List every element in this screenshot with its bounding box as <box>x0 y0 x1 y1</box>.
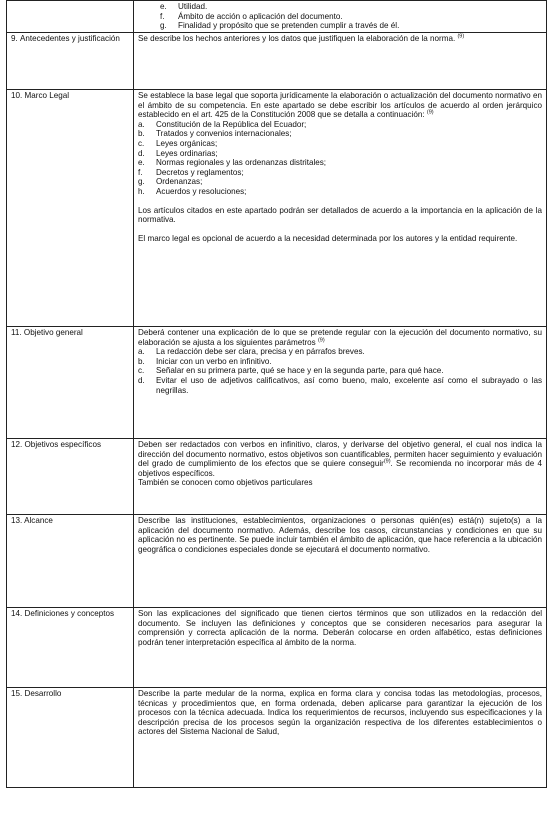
label-definiciones: Definiciones y conceptos <box>24 609 115 618</box>
list-item: a. La redacción debe ser clara, precisa y en párrafos breves. <box>138 347 365 357</box>
list-item: f. Decretos y reglamentos; <box>138 167 244 177</box>
row-label: 14. Definiciones y conceptos <box>7 608 134 688</box>
row-label: 12. Objetivos específicos <box>7 439 134 515</box>
row-content: Deberá contener una explicación de lo que se pretende regular con la ejecución del documento normativo, su elaboración se ajusta a los siguientes parámetros $^{(9)}$ a. La redacción debe ser clara, precisa y en párrafos breves. b. Iniciar con un verbo en infinitivo. c. Señalar en su primera parte, qué se hace y en la segunda parte, para qué hace. d. Evitar el uso de adjetivos calificativos, así como bueno, malo, excelente así como el subrayado o las negrillas. <box>134 327 547 439</box>
row-label-empty <box>7 1 134 33</box>
label-marco-legal: Marco Legal <box>24 91 70 100</box>
row-label: 11. Objetivo general <box>7 327 134 439</box>
list-item: f. Ámbito de acción o aplicación del documento. <box>160 11 343 21</box>
row-content: Describe las instituciones, establecimientos, organizaciones o personas quién(es) está(n) sujeto(s) a la aplicación del documento normativo. Además, describe los casos, circunstancias y condiciones en que su aplicación no es pertinente. Se puede incluir también el ámbito de aplicación, que hace referencia a la ubicación geográfica o condiciones especiales donde se ejecutará el documento normativo. <box>134 515 547 608</box>
row-label: 10. Marco Legal <box>7 90 134 327</box>
row-label: 9. Antecedentes y justificación <box>7 33 134 90</box>
row-label: 15. Desarrollo <box>7 688 134 788</box>
row-content: Deben ser redactados con verbos en infinitivo, claros, y derivarse del objetivo general, el cual nos indica la dirección del documento normativo, estos objetivos son cuantificables, permiten hacer seguimiento y evaluación del grado de cumplimiento de los efectos que se quiere conseguir$^{(9)}$. Se recomienda no incorporar más de 4 objetivos específicos. También se conocen como objetivos particulares <box>134 439 547 515</box>
document-table <box>6 0 547 788</box>
list-item: e. Utilidad. <box>160 2 208 11</box>
list-item: h. Acuerdos y resoluciones; <box>138 186 247 196</box>
row-content: Se describe los hechos anteriores y los datos que justifiquen la elaboración de la norma. $^{(9)}$ <box>134 33 547 90</box>
table-row <box>7 515 547 608</box>
table-row <box>7 608 547 688</box>
row-label: 13. Alcance <box>7 515 134 608</box>
list-item: e. Normas regionales y las ordenanzas distritales; <box>138 158 327 168</box>
list-item: b. Tratados y convenios internacionales; <box>138 129 292 139</box>
table-row <box>7 33 547 90</box>
row-content: Se establece la base legal que soporta jurídicamente la elaboración o actualización del documento normativo en el ámbito de su competencia. En este apartado se debe escribir los artículos de acuerdo al orden jerárquico establecido en el art. 425 de la Constitución 2008 que se detalla a continuación: $^{(9)}$ a. Constitución de la República del Ecuador; b. Tratados y convenios internacionales; c. Leyes orgánicas; d. Leyes ordinarias; e. Normas regionales y las ordenanzas distritales; f. Decretos y reglamentos; g. Ordenanzas; h. Acuerdos y resoluciones; Los artículos citados en este apartado podrán ser detallados de acuerdo a la importancia en la aplicación de la normativa. El marco legal es opcional de acuerdo a la necesidad determinada por los autores y la entidad requirente. <box>134 90 547 327</box>
label-objetivos-especificos: Objetivos específicos <box>24 440 101 449</box>
table-row <box>7 327 547 439</box>
list-item: b. Iniciar con un verbo en infinitivo. <box>138 356 272 366</box>
list-item: c. Leyes orgánicas; <box>138 138 218 148</box>
row-content: Describe la parte medular de la norma, explica en forma clara y concisa todas las metodologías, procesos, técnicas y procedimientos que, en forma ordenada, deben aplicarse para garantizar la ejecución de los procesos con la técnica adecuada. Indica los requerimientos de recursos, incluyendo sus especificaciones y la descripción precisa de los procesos según la organización respectiva de los diferentes establecimientos o actores del Sistema Nacional de Salud, <box>134 688 547 788</box>
label-alcance: Alcance <box>24 516 53 525</box>
list-item: g. Ordenanzas; <box>138 177 203 187</box>
table-row <box>7 90 547 327</box>
list-item: g. Finalidad y propósito que se pretenden cumplir a través de él. <box>160 21 400 31</box>
list-item: d. Evitar el uso de adjetivos calificativos, así como bueno, malo, excelente así como el subrayado o las negrillas. <box>138 375 542 395</box>
row-content: Son las explicaciones del significado que tienen ciertos términos que son utilizados en la redacción del documento. Se incluyen las definiciones y conceptos que se consideren necesarios para asegurar la comprensión y correcta aplicación de la norma. Deberán colocarse en orden alfabético, estas definiciones podrán tener interpretación específica al ámbito de la norma. <box>134 608 547 688</box>
list-item: a. Constitución de la República del Ecuador; <box>138 119 307 129</box>
label-antecedentes: Antecedentes y justificación <box>20 34 120 43</box>
label-objetivo-general: Objetivo general <box>23 328 83 337</box>
table-row <box>7 439 547 515</box>
label-desarrollo: Desarrollo <box>24 689 62 698</box>
list-item: c. Señalar en su primera parte, qué se hace y en la segunda parte, para qué hace. <box>138 366 444 376</box>
list-item: d. Leyes ordinarias; <box>138 148 218 158</box>
row-content <box>134 1 547 33</box>
table-row <box>7 688 547 788</box>
table-row <box>7 1 547 33</box>
